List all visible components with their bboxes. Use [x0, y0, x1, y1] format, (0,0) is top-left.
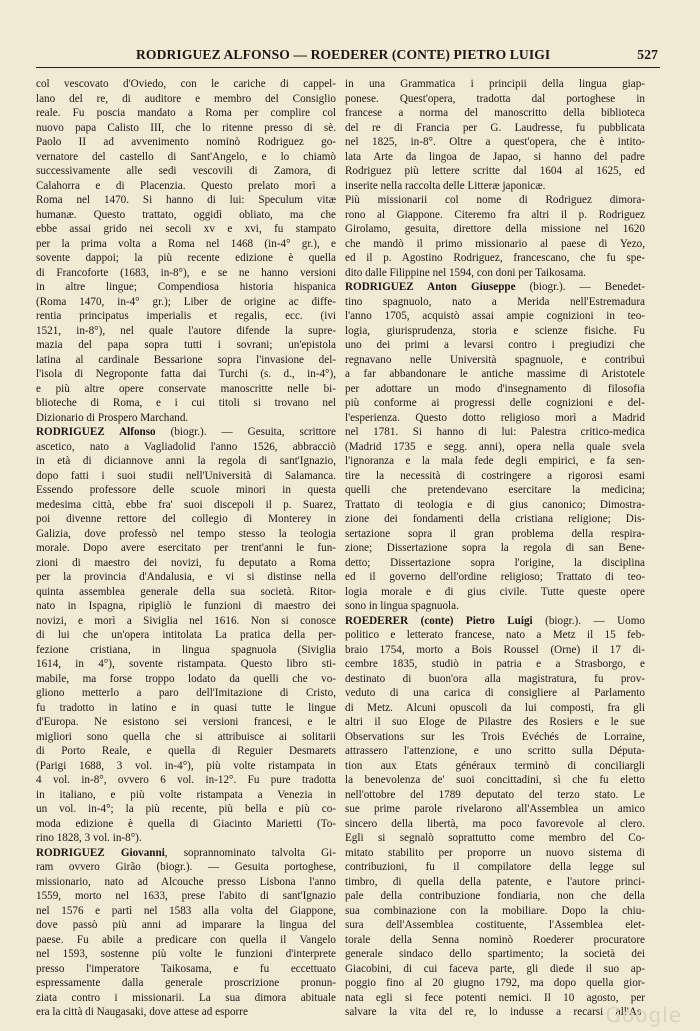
text-line: in età di diciannove anni la regola di sant'Ignazio,: [36, 455, 336, 467]
text-line: Observations sur les Trois Evéchés de Lorraine,: [345, 730, 645, 743]
text-line: generale sindaco dello spartimento; la società dei: [345, 948, 645, 960]
text-line: pale della contribuzione fondiaria, non che della: [345, 890, 645, 902]
text-line: contribuzioni, fu il compilatore della legge sul: [345, 861, 645, 873]
text-line: uno dei primi a levarsi contro i pregiudizi che: [345, 339, 645, 351]
text-line: veduto di una carica di consigliere al Parlamento: [345, 687, 645, 699]
text-line: in italiano, e più volte ristampata a Venezia in: [36, 788, 336, 801]
text-line: d'Europa. Ne esistono sei versioni francesi, e le: [36, 716, 336, 728]
left-column: [36, 77, 336, 1020]
text-line: ascetico, nato a Vagliadolid l'anno 1526, abbracciò: [36, 440, 336, 453]
text-line: dito dalle Filippine nel 1594, con doni per Taikosama.: [345, 266, 586, 279]
text-line: regnavano nelle Università spagnuole, e contribuì: [345, 353, 645, 366]
entry-headword: RODRIGUEZ Anton Giuseppe: [345, 281, 516, 293]
text-line: successivamente alle sedi vescovili di Zamora, di: [36, 165, 336, 177]
text-line: ebbe assai grido nei secoli xv e xvi, fu stampato: [36, 223, 336, 235]
text-line: paese. Fu abile a predicare con quella il Vangelo: [36, 933, 336, 946]
text-line: morale. Dopo avere esercitato per trent'anni le fun-: [36, 542, 336, 554]
text-line: 1614, in 4°), sovente ristampata. Questo libro sti-: [36, 658, 336, 670]
text-line: Roma nel 1470. Si hanno di lui: Speculum vitæ: [36, 194, 336, 206]
text-line: tire la necessità di costringere a rigorosi esami: [345, 469, 645, 482]
text-line: tino spagnuolo, nato a Merida nell'Estremadura: [345, 295, 645, 308]
text-line: di Metz. Alcuni opuscoli da lui composti, fra gli: [345, 701, 645, 714]
text-line: timbro, di quella della patente, e l'autore princi-: [345, 875, 645, 888]
entry-headword: RODRIGUEZ Giovanni: [36, 846, 165, 859]
text-line: in altre lingue; Compendiosa historia hispanica: [36, 281, 336, 293]
text-line: Trattato di teologia e di gius canonico; Dimostra-: [345, 498, 645, 511]
text-line: zione; Dissertazione sopra la regola di san Bene-: [345, 542, 645, 554]
text-line: l'anno 1705, acquistò assai ampie cognizioni in teo-: [345, 310, 645, 322]
text-line: di Porto Reale, e quella di Reguier Desmarets: [36, 745, 336, 757]
text-line: torale della Senna nominò Roederer procuratore: [345, 933, 645, 946]
text-line: che mandò il primo missionario al paese di Yezo,: [345, 237, 645, 250]
text-line: medesima città, ebbe fra' suoi discepoli il p. Suarez,: [36, 498, 336, 511]
text-line: ed il p. Agostino Rodriguez, francescano, che fu spe-: [345, 252, 645, 264]
text-line: sertazione sopra il gran problema della respira-: [345, 527, 645, 540]
text-line: sue prime parole rivelarono all'Assemblea un amico: [345, 803, 645, 815]
text-line: ram ovvero Girão (biogr.). — Gesuita portoghese,: [36, 861, 336, 873]
entry-headword: ROEDERER (conte) Pietro Luigi: [345, 614, 533, 627]
text-line: braio 1754, morto a Bois Roussel (Orne) il 17 di-: [345, 643, 645, 656]
text-line: e più altre opere conservate manoscritte nelle bi-: [36, 382, 336, 395]
text-line: presso l'imperatore Taikosama, e fu eccettuato: [36, 962, 336, 975]
text-line: nuovo papa Calisto III, che lo ritenne presso di sè.: [36, 121, 336, 134]
text-line: zione dei fondamenti della cristiana religione; Dis-: [345, 513, 645, 525]
text-line: moda edizione è quella di Giacinto Marietti (To-: [36, 817, 336, 830]
text-line: Dizionario di Prospero Marchand.: [36, 411, 189, 424]
entry-headword: RODRIGUEZ Alfonso: [36, 426, 156, 438]
text-line: fu tradotto in latino e in quasi tutte le lingue: [36, 701, 336, 714]
text-line: logia morale e di gius civile. Tutte queste opere: [345, 585, 645, 598]
text-line: dopo fatti i suoi studii nell'Università di Salamanca.: [36, 469, 336, 482]
text-line: vernatore del castello di Sant'Angelo, e lo chiamò: [36, 150, 336, 163]
text-line: 1559, morto nel 1633, prese l'abito di sant'Ignazio: [36, 890, 336, 902]
text-line: Calahorra e di Placenzia. Questo prelato morì a: [36, 179, 336, 192]
text-line: quinta assemblea generale della sua società. Ritor-: [36, 585, 336, 598]
text-line: per adottare un modo d'insegnamento di filosofia: [345, 382, 645, 395]
text-line: (Parigi 1688, 3 vol. in-4°), più volte ristampata in: [36, 759, 336, 772]
text-line: del re di Francia per G. Laudresse, fu pubblicata: [345, 121, 645, 134]
running-title: RODRIGUEZ ALFONSO — ROEDERER (CONTE) PIETRO LUIGI: [136, 47, 551, 62]
text-line: dove passò più anni ad imparare la lingua del: [36, 919, 336, 931]
text-line: salvare la vita del re, lo indusse a recarsi all'As-: [345, 1006, 645, 1018]
text-line: Galizia, dove professò nel tempo stesso la teologia: [36, 527, 336, 540]
text-line: latina al cardinale Bessarione sopra l'invasione del-: [36, 353, 336, 366]
text-line: 1521, in-8°), nel quale l'autore difende la supre-: [36, 324, 336, 337]
text-line: RODRIGUEZ Anton Giuseppe (biogr.). — Benedet-: [345, 281, 645, 293]
text-line: rono al Giappone. Citeremo fra altri il p. Rodriguez: [345, 208, 645, 221]
text-line: altri il suo Eloge de Pilastre des Rosiers e le sue: [345, 716, 645, 728]
text-line: col vescovato d'Oviedo, con le cariche di cappel-: [36, 78, 336, 90]
text-line: di lui che un'opera intitolata La pratica della per-: [36, 629, 336, 641]
text-line: RODRIGUEZ Alfonso (biogr.). — Gesuita, scrittore: [36, 426, 336, 438]
text-line: nata egli si fece potenti nemici. Il 10 agosto, per: [345, 991, 645, 1004]
text-line: poi divenne rettore del collegio di Monterey in: [36, 513, 336, 525]
text-line: per la provincia d'Andalusia, e vi si distinse nella: [36, 571, 336, 583]
text-line: per la prima volta a Roma nel 1468 (in-4° gr.), e: [36, 237, 336, 250]
text-line: un vol. in-4°; la più recente, più bella e più co-: [36, 803, 336, 815]
text-line: nel 1825, in-8°. Oltre a quest'opera, che è intito-: [345, 136, 645, 148]
text-line: più conforme ai progressi delle cognizioni e del-: [345, 397, 645, 409]
text-line: in una Grammatica i principii della lingua giap-: [345, 78, 645, 90]
text-line: Paolo II ad avvenimento nominò Rodriguez go-: [36, 136, 336, 148]
text-line: ziata contro i missionarii. La sua dimora abituale: [36, 991, 336, 1004]
text-line: ROEDERER (conte) Pietro Luigi (biogr.). — Uomo: [345, 614, 645, 627]
right-column: [345, 77, 645, 1020]
text-line: lano del re, di auditore e membro del Consiglio: [36, 92, 336, 105]
text-line: nato in Ispagna, ripigliò le funzioni di maestro dei: [36, 600, 336, 612]
text-line: sono in lingua spagnuola.: [345, 600, 459, 612]
text-line: sincero della libertà, ma poco favorevole al clero.: [345, 817, 645, 830]
text-line: politico e letterato francese, nato a Metz il 15 feb-: [345, 629, 645, 641]
text-line: fezione cristiana, in lingua spagnuola (Siviglia: [36, 643, 336, 656]
text-line: lata Arte da lingoa de Japao, si hanno del padre: [345, 150, 645, 163]
text-line: blioteche di Roma, e i cui titoli si trovano nel: [36, 397, 336, 409]
text-line: Girolamo, gesuita, direttore della missione nel 1620: [345, 223, 645, 235]
text-line: nel 1781. Si hanno di lui: Palestra critico-medica: [345, 426, 645, 438]
text-line: Giacobini, di cui faceva parte, gli diede il suo ap-: [345, 962, 645, 975]
text-line: tion aux Etats généraux terminò di conciliargli: [345, 759, 645, 772]
page-number: 527: [637, 47, 658, 62]
text-line: migliori sono quella che si attribuisce ai solitarii: [36, 730, 336, 743]
text-line: mabile, ma forse troppo lodato da quelli che vo-: [36, 672, 336, 685]
text-line: rentia principatus imperialis et regalis, ecc. (ivi: [36, 310, 336, 322]
text-line: la benevolenza de' suoi concittadini, sì che fu eletto: [345, 774, 645, 786]
text-line: sua combinazione con la mobiliare. Dopo la chiu-: [345, 904, 645, 917]
running-header: [36, 47, 660, 68]
text-line: Essendo professore delle scuole minori in questa: [36, 484, 336, 496]
text-line: espressamente dalla generale proscrizione pronun-: [36, 977, 336, 989]
text-line: sura dell'Assemblea costituente, l'Assemblea elet-: [345, 919, 645, 931]
text-line: destinato di buon'ora alla magistratura, fu prov-: [345, 672, 645, 685]
text-line: nell'ottobre del 1789 deputato del terzo stato. Le: [345, 788, 645, 801]
text-line: attrassero l'attenzione, e uno scritto sulla Députa-: [345, 745, 645, 757]
text-line: nel 1593, sostenne più volte le funzioni d'interprete: [36, 948, 336, 960]
text-line: reale. Fu poscia mandato a Roma per complire col: [36, 107, 336, 119]
text-line: missionario, nato ad Alcouche presso Lisbona l'anno: [36, 875, 336, 888]
text-line: RODRIGUEZ Giovanni, soprannominato talvolta Gi-: [36, 846, 336, 859]
text-line: nel 1576 e partì nel 1583 alla volta del Giappone,: [36, 904, 336, 917]
text-line: zioni di maestro dei novizi, fu deputato a Roma: [36, 556, 336, 569]
text-line: (Madrid 1735 e segg. anni), opera nella quale svela: [345, 440, 645, 453]
text-line: 4 vol. in-8°, ovvero 6 vol. in-12°. Fu pure tradotta: [36, 774, 336, 786]
text-line: (Roma 1470, in-4° gr.); Liber de origine ac diffe-: [36, 295, 336, 308]
text-line: detto; Dissertazione sopra l'origine, la disciplina: [345, 556, 645, 569]
text-line: logia, giurisprudenza, storia e scienze fisiche. Fu: [345, 324, 645, 337]
text-line: rino 1828, 3 vol. in-8°).: [36, 832, 142, 844]
text-line: quelli che pretendevano esercitare la medicina;: [345, 484, 645, 496]
text-line: l'ignoranza e la mala fede degli empirici, e fa sen-: [345, 455, 645, 467]
text-line: ponese. Quest'opera, tradotta dal portoghese in: [345, 92, 645, 105]
text-line: a far abbandonare le antiche massime di Aristotele: [345, 368, 645, 380]
text-line: ed il governo dell'ordine religioso; Trattato di teo-: [345, 571, 645, 583]
text-line: di Francoforte (1683, in-8°), e se ne hanno versioni: [36, 266, 336, 279]
text-line: mazia del papa sopra tutti i sovrani; un'epistola: [36, 339, 336, 351]
text-line: cembre 1835, studiò in patria e a Strasborgo, e: [345, 658, 645, 670]
text-line: inserite nella raccolta delle Litteræ japonicæ.: [345, 179, 546, 192]
text-line: gliono metterlo a paro dell'Imitazione di Cristo,: [36, 687, 336, 699]
text-line: Egli si segnalò soprattutto come membro del Co-: [345, 832, 645, 844]
text-line: poggio fino al 20 giugno 1792, ma dopo quella gior-: [345, 977, 645, 989]
watermark: Google: [605, 1003, 682, 1027]
text-line: l'esperienza. Questo dotto religioso morì a Madrid: [345, 411, 645, 424]
text-line: Rodriguez più lettere scritte dal 1604 al 1625, ed: [345, 165, 645, 177]
text-line: novizi, e morì a Siviglia nel 1616. Non si conosce: [36, 614, 336, 627]
text-line: francese a norma del manoscritto della biblioteca: [345, 107, 645, 119]
text-line: l'isola di Negroponte fatta dai Turchi (s. d., in-4°),: [36, 368, 336, 380]
text-line: humanæ. Questo trattato, oggidì obliato, ma che: [36, 208, 336, 221]
text-line: Più missionarii col nome di Rodriguez dimora-: [345, 194, 645, 206]
text-line: mitato stabilito per proporre un nuovo sistema di: [345, 846, 645, 859]
text-line: era la città di Naugasaki, dove attese ad esporre: [36, 1006, 248, 1018]
text-line: sovente dappoi; la più recente edizione è quella: [36, 252, 336, 264]
